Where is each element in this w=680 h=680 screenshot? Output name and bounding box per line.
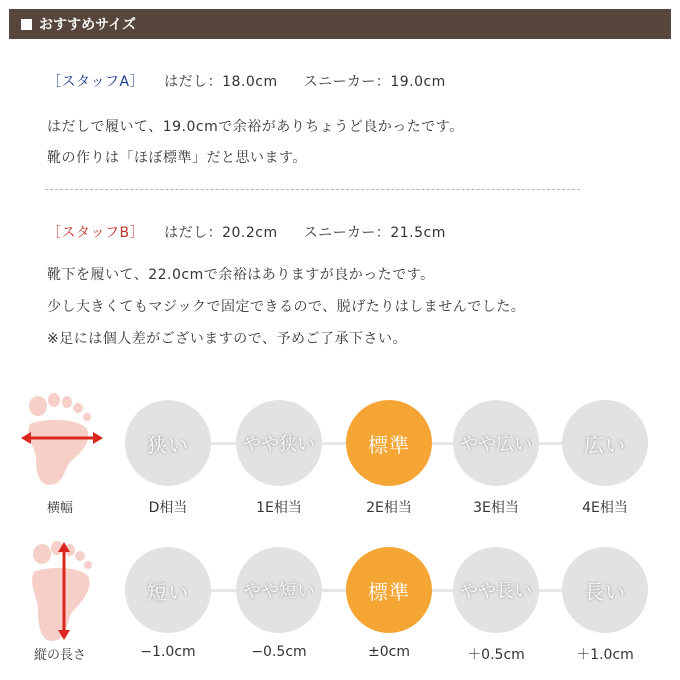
width-sub-slightly-wide: 3E相当 <box>473 500 519 516</box>
width-sub-standard: 2E相当 <box>366 500 412 516</box>
length-option-slightly-long: やや長い <box>453 547 539 633</box>
length-label: 縦の長さ <box>33 648 86 663</box>
length-option-standard: 標準 <box>346 547 432 633</box>
staff-a-label: ［スタッフA］ <box>47 74 145 90</box>
width-option-narrow: 狭い <box>125 400 211 486</box>
staff-b-sneaker: スニーカー：21.5cm <box>303 225 446 241</box>
width-scale <box>0 400 680 490</box>
staff-a-comment-2: 靴の作りは「ほぼ標準」だと思います。 <box>47 150 307 166</box>
length-option-short: 短い <box>125 547 211 633</box>
length-sub-long: ＋1.0cm <box>576 647 634 663</box>
staff-a-barefoot: はだし：18.0cm <box>164 74 278 90</box>
staff-b-label: ［スタッフB］ <box>47 225 145 241</box>
length-sub-short: −1.0cm <box>140 644 196 660</box>
staff-a-comment-1: はだしで履いて、19.0cmで余裕がありちょうど良かったです。 <box>47 119 464 135</box>
length-sub-slightly-long: ＋0.5cm <box>467 647 525 663</box>
square-bullet-icon <box>21 19 32 30</box>
width-sub-slightly-narrow: 1E相当 <box>256 500 302 516</box>
length-sub-slightly-short: −0.5cm <box>251 644 307 660</box>
width-sub-wide: 4E相当 <box>582 500 628 516</box>
width-option-slightly-wide: やや広い <box>453 400 539 486</box>
staff-b-comment-2: 少し大きくてもマジックで固定できるので、脱げたりはしませんでした。 <box>47 299 526 315</box>
staff-a-measurements <box>47 71 446 91</box>
staff-b-comment-1: 靴下を履いて、22.0cmで余裕はありますが良かったです。 <box>47 267 435 283</box>
length-option-long: 長い <box>562 547 648 633</box>
width-option-slightly-narrow: やや狭い <box>236 400 322 486</box>
width-sub-narrow: D相当 <box>148 500 188 516</box>
length-option-slightly-short: やや短い <box>236 547 322 633</box>
staff-b-measurements <box>47 222 446 242</box>
staff-b-barefoot: はだし：20.2cm <box>164 225 278 241</box>
width-option-wide: 広い <box>562 400 648 486</box>
dashed-divider <box>45 189 580 190</box>
width-label: 横幅 <box>46 501 73 516</box>
width-option-standard: 標準 <box>346 400 432 486</box>
staff-a-sneaker: スニーカー：19.0cm <box>303 74 446 90</box>
length-scale <box>0 547 680 637</box>
section-header <box>9 9 671 39</box>
length-sub-standard: ±0cm <box>368 644 410 660</box>
staff-b-comment-3: ※足には個人差がございますので、予めご了承下さい。 <box>47 331 407 347</box>
section-title: おすすめサイズ <box>39 17 137 33</box>
